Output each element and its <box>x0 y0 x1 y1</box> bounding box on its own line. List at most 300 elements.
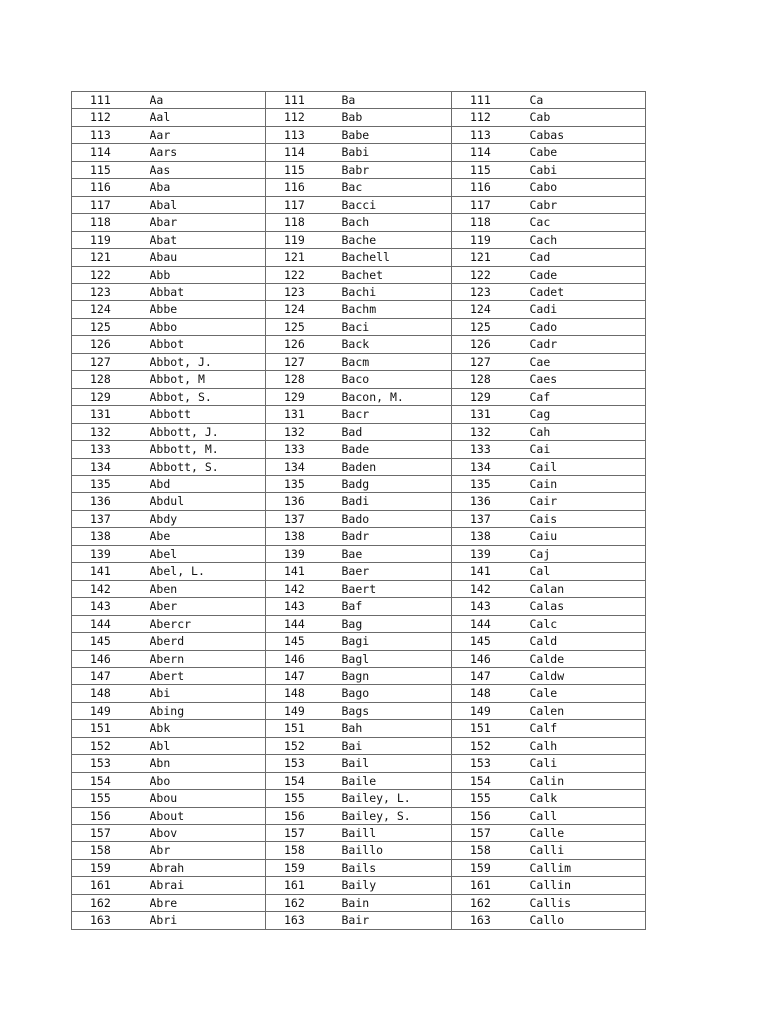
number-cell: 138 <box>266 528 342 545</box>
number-cell: 155 <box>266 790 342 807</box>
number-cell: 161 <box>266 877 342 894</box>
number-cell: 113 <box>452 126 530 143</box>
number-cell: 114 <box>266 144 342 161</box>
name-cell: Cadi <box>530 301 646 318</box>
table-row <box>72 563 646 580</box>
name-cell: Caj <box>530 545 646 562</box>
number-cell: 115 <box>266 161 342 178</box>
number-cell: 125 <box>452 318 530 335</box>
table-row <box>72 685 646 702</box>
name-cell: Abbe <box>150 301 266 318</box>
name-cell: Calan <box>530 580 646 597</box>
name-cell: Abo <box>150 772 266 789</box>
name-cell: Bair <box>342 912 452 929</box>
table-row <box>72 877 646 894</box>
name-cell: Babe <box>342 126 452 143</box>
number-cell: 158 <box>452 842 530 859</box>
number-cell: 144 <box>72 615 150 632</box>
number-cell: 153 <box>266 755 342 772</box>
number-cell: 113 <box>266 126 342 143</box>
name-cell: Ca <box>530 92 646 109</box>
name-cell: Baden <box>342 458 452 475</box>
name-cell: Baillo <box>342 842 452 859</box>
name-cell: Aa <box>150 92 266 109</box>
name-cell: Abbott, S. <box>150 458 266 475</box>
number-cell: 128 <box>266 371 342 388</box>
number-cell: 143 <box>72 598 150 615</box>
number-cell: 147 <box>72 667 150 684</box>
name-cell: Abdy <box>150 510 266 527</box>
number-cell: 124 <box>452 301 530 318</box>
number-cell: 159 <box>72 859 150 876</box>
table-row <box>72 615 646 632</box>
number-cell: 127 <box>266 353 342 370</box>
number-cell: 162 <box>266 894 342 911</box>
number-cell: 127 <box>72 353 150 370</box>
name-cell: Calk <box>530 790 646 807</box>
name-cell: Abre <box>150 894 266 911</box>
number-cell: 152 <box>266 737 342 754</box>
name-cell: Aba <box>150 179 266 196</box>
name-cell: Calf <box>530 720 646 737</box>
table-row <box>72 633 646 650</box>
number-cell: 113 <box>72 126 150 143</box>
name-cell: Abn <box>150 755 266 772</box>
number-cell: 139 <box>72 545 150 562</box>
number-cell: 119 <box>266 231 342 248</box>
name-cell: Bai <box>342 737 452 754</box>
number-cell: 112 <box>266 109 342 126</box>
table-row <box>72 318 646 335</box>
name-cell: Bacon, M. <box>342 388 452 405</box>
name-cell: Abbott, M. <box>150 441 266 458</box>
number-cell: 122 <box>452 266 530 283</box>
number-cell: 117 <box>266 196 342 213</box>
name-cell: Bacr <box>342 406 452 423</box>
number-cell: 157 <box>266 825 342 842</box>
table-row <box>72 842 646 859</box>
table-row <box>72 388 646 405</box>
number-cell: 157 <box>72 825 150 842</box>
number-cell: 116 <box>72 179 150 196</box>
number-cell: 154 <box>72 772 150 789</box>
table-row <box>72 528 646 545</box>
number-cell: 132 <box>452 423 530 440</box>
number-cell: 148 <box>266 685 342 702</box>
name-cell: Abrah <box>150 859 266 876</box>
table-row <box>72 423 646 440</box>
number-cell: 142 <box>266 580 342 597</box>
number-cell: 155 <box>72 790 150 807</box>
name-cell: Bach <box>342 214 452 231</box>
name-cell: Calli <box>530 842 646 859</box>
number-cell: 141 <box>72 563 150 580</box>
number-cell: 137 <box>266 510 342 527</box>
name-cell: Aberd <box>150 633 266 650</box>
number-cell: 141 <box>266 563 342 580</box>
number-cell: 146 <box>266 650 342 667</box>
name-cell: Babi <box>342 144 452 161</box>
name-cell: Cain <box>530 475 646 492</box>
table-row <box>72 493 646 510</box>
name-cell: Callo <box>530 912 646 929</box>
number-cell: 136 <box>452 493 530 510</box>
name-cell: Abbott, J. <box>150 423 266 440</box>
name-cell: Calh <box>530 737 646 754</box>
name-cell: Calle <box>530 825 646 842</box>
number-cell: 125 <box>72 318 150 335</box>
number-cell: 148 <box>452 685 530 702</box>
name-cell: Cadr <box>530 336 646 353</box>
table-row <box>72 720 646 737</box>
name-cell: Abd <box>150 475 266 492</box>
name-cell: Cag <box>530 406 646 423</box>
number-cell: 152 <box>72 737 150 754</box>
name-cell: Callin <box>530 877 646 894</box>
name-cell: Aal <box>150 109 266 126</box>
number-cell: 131 <box>266 406 342 423</box>
number-cell: 111 <box>452 92 530 109</box>
table-row <box>72 825 646 842</box>
name-cell: Ba <box>342 92 452 109</box>
number-cell: 111 <box>72 92 150 109</box>
number-cell: 128 <box>72 371 150 388</box>
table-row <box>72 475 646 492</box>
table-row <box>72 231 646 248</box>
number-cell: 161 <box>72 877 150 894</box>
name-cell: Abel, L. <box>150 563 266 580</box>
number-cell: 122 <box>72 266 150 283</box>
name-cell: Cal <box>530 563 646 580</box>
number-cell: 143 <box>266 598 342 615</box>
number-cell: 145 <box>266 633 342 650</box>
name-cell: Bago <box>342 685 452 702</box>
number-cell: 135 <box>72 475 150 492</box>
table-row <box>72 249 646 266</box>
name-cell: Caf <box>530 388 646 405</box>
number-cell: 149 <box>452 702 530 719</box>
name-cell: Bachet <box>342 266 452 283</box>
table-row <box>72 179 646 196</box>
number-cell: 139 <box>452 545 530 562</box>
name-cell: Badg <box>342 475 452 492</box>
number-cell: 121 <box>266 249 342 266</box>
number-cell: 125 <box>266 318 342 335</box>
name-cell: Baf <box>342 598 452 615</box>
number-cell: 134 <box>452 458 530 475</box>
number-cell: 116 <box>452 179 530 196</box>
name-cell: About <box>150 807 266 824</box>
name-cell: Cair <box>530 493 646 510</box>
number-cell: 159 <box>452 859 530 876</box>
name-cell: Baily <box>342 877 452 894</box>
name-cell: Bade <box>342 441 452 458</box>
number-cell: 151 <box>266 720 342 737</box>
number-cell: 163 <box>452 912 530 929</box>
name-cell: Cac <box>530 214 646 231</box>
name-cell: Baci <box>342 318 452 335</box>
name-cell: Calen <box>530 702 646 719</box>
name-cell: Bacm <box>342 353 452 370</box>
number-cell: 133 <box>452 441 530 458</box>
table-row <box>72 807 646 824</box>
number-cell: 156 <box>266 807 342 824</box>
name-cell: Abbott <box>150 406 266 423</box>
number-cell: 134 <box>72 458 150 475</box>
name-cell: Cadet <box>530 283 646 300</box>
name-cell: Abing <box>150 702 266 719</box>
name-cell: Babr <box>342 161 452 178</box>
number-cell: 112 <box>452 109 530 126</box>
number-cell: 131 <box>452 406 530 423</box>
name-cell: Abbot, S. <box>150 388 266 405</box>
number-cell: 149 <box>72 702 150 719</box>
name-cell: Bah <box>342 720 452 737</box>
name-cell: Bailey, L. <box>342 790 452 807</box>
name-cell: Call <box>530 807 646 824</box>
name-cell: Cach <box>530 231 646 248</box>
name-cell: Abal <box>150 196 266 213</box>
table-row <box>72 283 646 300</box>
number-cell: 145 <box>452 633 530 650</box>
name-cell: Cad <box>530 249 646 266</box>
number-cell: 118 <box>72 214 150 231</box>
name-cell: Cabe <box>530 144 646 161</box>
name-cell: Abercr <box>150 615 266 632</box>
table-row <box>72 737 646 754</box>
name-cell: Caldw <box>530 667 646 684</box>
number-cell: 135 <box>452 475 530 492</box>
name-cell: Cais <box>530 510 646 527</box>
table-row <box>72 109 646 126</box>
number-cell: 141 <box>452 563 530 580</box>
table-row <box>72 196 646 213</box>
name-cell: Bags <box>342 702 452 719</box>
number-cell: 124 <box>266 301 342 318</box>
number-cell: 146 <box>452 650 530 667</box>
name-cell: Bail <box>342 755 452 772</box>
name-cell: Abb <box>150 266 266 283</box>
number-cell: 151 <box>72 720 150 737</box>
number-cell: 136 <box>266 493 342 510</box>
number-cell: 132 <box>72 423 150 440</box>
number-cell: 118 <box>266 214 342 231</box>
name-cell: Bagl <box>342 650 452 667</box>
number-cell: 134 <box>266 458 342 475</box>
number-cell: 148 <box>72 685 150 702</box>
table-row <box>72 894 646 911</box>
name-cell: Bad <box>342 423 452 440</box>
number-cell: 128 <box>452 371 530 388</box>
table-row <box>72 650 646 667</box>
name-cell: Callim <box>530 859 646 876</box>
name-cell: Bag <box>342 615 452 632</box>
name-cell: Abrai <box>150 877 266 894</box>
number-cell: 162 <box>452 894 530 911</box>
name-cell: Abbot, J. <box>150 353 266 370</box>
name-cell: Badi <box>342 493 452 510</box>
name-cell: Abou <box>150 790 266 807</box>
name-cell: Abbot, M <box>150 371 266 388</box>
number-cell: 155 <box>452 790 530 807</box>
name-cell: Bachi <box>342 283 452 300</box>
number-cell: 129 <box>72 388 150 405</box>
number-cell: 156 <box>452 807 530 824</box>
number-cell: 158 <box>72 842 150 859</box>
table-row <box>72 353 646 370</box>
name-cell: Bachm <box>342 301 452 318</box>
number-cell: 118 <box>452 214 530 231</box>
table-row <box>72 859 646 876</box>
name-cell: Cado <box>530 318 646 335</box>
number-cell: 159 <box>266 859 342 876</box>
number-cell: 147 <box>266 667 342 684</box>
name-cell: Abat <box>150 231 266 248</box>
number-cell: 143 <box>452 598 530 615</box>
number-cell: 152 <box>452 737 530 754</box>
number-cell: 115 <box>452 161 530 178</box>
table-row <box>72 126 646 143</box>
table-row <box>72 790 646 807</box>
name-cell: Abau <box>150 249 266 266</box>
table-row <box>72 772 646 789</box>
name-cell: Bado <box>342 510 452 527</box>
number-cell: 111 <box>266 92 342 109</box>
number-cell: 146 <box>72 650 150 667</box>
table-row <box>72 598 646 615</box>
table-row <box>72 301 646 318</box>
name-cell: Bagi <box>342 633 452 650</box>
name-cell: Calin <box>530 772 646 789</box>
number-cell: 122 <box>266 266 342 283</box>
number-cell: 156 <box>72 807 150 824</box>
table-body <box>72 92 646 930</box>
name-cell: Cai <box>530 441 646 458</box>
number-cell: 163 <box>266 912 342 929</box>
name-cell: Baert <box>342 580 452 597</box>
number-cell: 112 <box>72 109 150 126</box>
number-cell: 133 <box>72 441 150 458</box>
name-cell: Baile <box>342 772 452 789</box>
name-cell: Caes <box>530 371 646 388</box>
number-cell: 163 <box>72 912 150 929</box>
name-cell: Bac <box>342 179 452 196</box>
number-cell: 121 <box>452 249 530 266</box>
number-cell: 117 <box>72 196 150 213</box>
number-cell: 142 <box>72 580 150 597</box>
name-cell: Badr <box>342 528 452 545</box>
name-cell: Baco <box>342 371 452 388</box>
number-cell: 123 <box>72 283 150 300</box>
name-cell: Cade <box>530 266 646 283</box>
name-cell: Bab <box>342 109 452 126</box>
number-cell: 119 <box>452 231 530 248</box>
table-row <box>72 161 646 178</box>
name-cell: Abbo <box>150 318 266 335</box>
name-cell: Bain <box>342 894 452 911</box>
number-cell: 153 <box>72 755 150 772</box>
name-cell: Cab <box>530 109 646 126</box>
name-cell: Caiu <box>530 528 646 545</box>
name-cell: Cail <box>530 458 646 475</box>
name-cell: Bails <box>342 859 452 876</box>
name-cell: Cabo <box>530 179 646 196</box>
table-row <box>72 406 646 423</box>
name-cell: Abar <box>150 214 266 231</box>
number-cell: 138 <box>72 528 150 545</box>
number-cell: 137 <box>72 510 150 527</box>
number-cell: 144 <box>266 615 342 632</box>
name-cell: Abov <box>150 825 266 842</box>
name-cell: Cali <box>530 755 646 772</box>
name-cell: Cae <box>530 353 646 370</box>
name-cell: Bachell <box>342 249 452 266</box>
table-row <box>72 144 646 161</box>
name-cell: Abri <box>150 912 266 929</box>
number-cell: 131 <box>72 406 150 423</box>
name-cell: Callis <box>530 894 646 911</box>
number-cell: 142 <box>452 580 530 597</box>
name-cell: Calde <box>530 650 646 667</box>
name-cell: Aas <box>150 161 266 178</box>
number-cell: 133 <box>266 441 342 458</box>
number-cell: 119 <box>72 231 150 248</box>
table-row <box>72 371 646 388</box>
name-cell: Cale <box>530 685 646 702</box>
name-cell: Aber <box>150 598 266 615</box>
name-cell: Bacci <box>342 196 452 213</box>
name-cell: Bagn <box>342 667 452 684</box>
cutter-number-table <box>71 91 646 930</box>
name-cell: Baill <box>342 825 452 842</box>
name-cell: Aar <box>150 126 266 143</box>
number-cell: 145 <box>72 633 150 650</box>
number-cell: 147 <box>452 667 530 684</box>
number-cell: 137 <box>452 510 530 527</box>
table-row <box>72 510 646 527</box>
number-cell: 127 <box>452 353 530 370</box>
name-cell: Abbot <box>150 336 266 353</box>
number-cell: 129 <box>452 388 530 405</box>
table-row <box>72 266 646 283</box>
name-cell: Abdul <box>150 493 266 510</box>
number-cell: 154 <box>452 772 530 789</box>
number-cell: 115 <box>72 161 150 178</box>
number-cell: 114 <box>72 144 150 161</box>
name-cell: Abert <box>150 667 266 684</box>
number-cell: 116 <box>266 179 342 196</box>
table-row <box>72 441 646 458</box>
table-row <box>72 458 646 475</box>
name-cell: Bae <box>342 545 452 562</box>
number-cell: 161 <box>452 877 530 894</box>
number-cell: 138 <box>452 528 530 545</box>
name-cell: Back <box>342 336 452 353</box>
name-cell: Calc <box>530 615 646 632</box>
number-cell: 129 <box>266 388 342 405</box>
name-cell: Calas <box>530 598 646 615</box>
number-cell: 117 <box>452 196 530 213</box>
number-cell: 139 <box>266 545 342 562</box>
number-cell: 126 <box>266 336 342 353</box>
number-cell: 132 <box>266 423 342 440</box>
number-cell: 153 <box>452 755 530 772</box>
number-cell: 114 <box>452 144 530 161</box>
name-cell: Cabas <box>530 126 646 143</box>
table-row <box>72 545 646 562</box>
number-cell: 136 <box>72 493 150 510</box>
number-cell: 158 <box>266 842 342 859</box>
